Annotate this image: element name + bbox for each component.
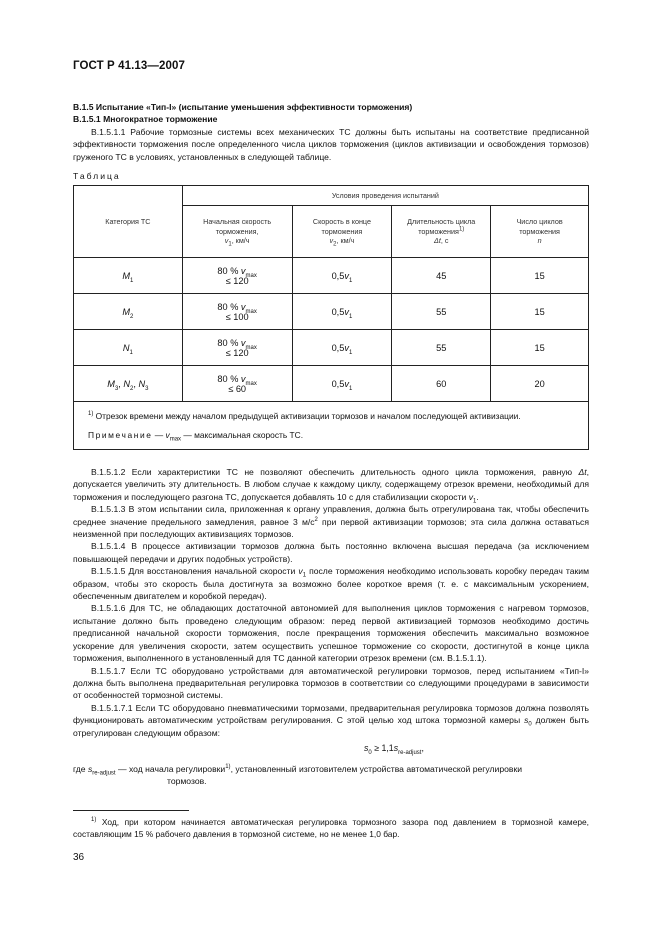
paragraph-1-5-1-6: B.1.5.1.6 Для ТС, не обладающих достаточной автономией для выполнения циклов торможения с нагревом тормозов, испытание должно быть проведено следующим образом: перед первой активизацией тормозов необходимо достичь предписанной начальной скорости торможения, после прекращения торможения обеспечить максимально возможное ускорение для увеличения скорости, затем осуществить успешное торможение со скорости, достигнутой в конце цикла торможения, выполненного в установленный для ТС данной категории отрезок времени (см. B.1.5.1.1). bbox=[73, 603, 589, 664]
where-clause: где $s_{re-adjust}$ — ход начала регулировки$^{1)}$, установленный изготовителем устройства автоматической регулировки тормозов. bbox=[73, 764, 523, 787]
cycles-cell: 20 bbox=[491, 366, 589, 402]
category-cell: $N_1$ bbox=[74, 330, 183, 366]
table-row bbox=[74, 330, 589, 366]
header-v2: Скорость в конце торможения $v_2$, км/ч bbox=[292, 206, 392, 258]
cycles-cell: 15 bbox=[491, 258, 589, 294]
cycles-cell: 15 bbox=[491, 330, 589, 366]
header-category: Категория ТС bbox=[74, 186, 183, 258]
formula: $s_0 \ge 1,1s_{re-adjust}$, bbox=[364, 743, 424, 756]
intro-paragraph: B.1.5.1.1 Рабочие тормозные системы всех механических ТС должны быть испытаны на соответствие предписанной эффективности торможения после определенного числа циклов торможения (циклов активизации и освобождения тормозов) груженого ТС в условиях, установленных в следующей таблице. bbox=[73, 126, 589, 162]
page-footnote: $^{1)}$ Ход, при котором начинается автоматическая регулировка тормозного зазора под давлением в тормозной камере, составляющим 15 % рабочего давления в тормозной системе, но не менее 1,0 бар. bbox=[73, 817, 589, 840]
table-row bbox=[74, 294, 589, 330]
table-label: Таблица bbox=[73, 171, 121, 181]
v2-cell: $0,5v_1$ bbox=[292, 366, 392, 402]
v2-cell: $0,5v_1$ bbox=[292, 294, 392, 330]
v1-cell: 80 % $v_{max}$ ≤ 60 bbox=[182, 366, 292, 402]
table-note: Примечание — $v_{max}$ — максимальная скорость ТС. bbox=[88, 429, 304, 443]
paragraph-1-5-1-3: B.1.5.1.3 В этом испытании сила, приложенная к органу управления, должна быть отрегулирована так, чтобы обеспечить среднее значение предельного замедления, равное 3 $м/с^2$ при первой активизации тормозов; эта сила должна оставаться неизменной при последующих активизациях тормозов. bbox=[73, 504, 589, 540]
duration-cell: 60 bbox=[392, 366, 491, 402]
section-title: B.1.5 Испытание «Тип-I» (испытание уменьшения эффективности торможения) bbox=[73, 102, 413, 112]
v1-cell: 80 % $v_{max}$ ≤ 120 bbox=[182, 330, 292, 366]
v1-cell: 80 % $v_{max}$ ≤ 120 bbox=[182, 258, 292, 294]
v2-cell: $0,5v_1$ bbox=[292, 330, 392, 366]
header-cycles: Число циклов торможения n bbox=[491, 206, 589, 258]
standard-header: ГОСТ Р 41.13—2007 bbox=[73, 60, 185, 72]
table-row bbox=[74, 366, 589, 402]
header-v1: Начальная скорость торможения, $v_1$, км/ч bbox=[182, 206, 292, 258]
section-title-block bbox=[73, 101, 589, 163]
cycles-cell: 15 bbox=[491, 294, 589, 330]
page-number: 36 bbox=[73, 852, 85, 863]
v2-cell: $0,5v_1$ bbox=[292, 258, 392, 294]
duration-cell: 55 bbox=[392, 294, 491, 330]
paragraph-1-5-1-7-1: B.1.5.1.7.1 Если ТС оборудовано пневматическими тормозами, предварительная регулировка тормозов должна позволять функционировать автоматическим устройствам регулирования. С этой целью ход штока тормозной камеры $s_0$ должен быть отрегулирован следующим образом: bbox=[73, 702, 589, 738]
paragraph-1-5-1-5: B.1.5.1.5 Для восстановления начальной скорости $v_1$ после торможения необходимо использовать коробку передач таким образом, чтобы это скорость была достигнута за возможно более короткое время (т. е. с максимальным ускорением, обеспеченным двигателем и коробкой передач). bbox=[73, 566, 589, 602]
paragraph-1-5-1-2: B.1.5.1.2 Если характеристики ТС не позволяют обеспечить длительность одного цикла торможения, равную Δt, допускается увеличить эту длительность. В любом случае к каждому циклу, содержащему отрезок времени, необходимый для торможения и последующего разгона ТС, допускается добавлять 10 с для стабилизации скорости $v_1$. bbox=[73, 467, 589, 505]
section-subtitle: B.1.5.1 Многократное торможение bbox=[73, 114, 218, 125]
duration-cell: 55 bbox=[392, 330, 491, 366]
paragraph-1-5-1-7: B.1.5.1.7 Если ТС оборудовано устройствами для автоматической регулировки тормозов, перед испытанием «Тип-I» должна быть выполнена предварительная регулировка тормозов в соответствии со следующими процедурами в зависимости от особенностей тормозной системы. bbox=[73, 665, 589, 701]
test-conditions-table bbox=[73, 185, 589, 450]
footnote-divider bbox=[73, 810, 189, 811]
paragraph-1-5-1-4: B.1.5.1.4 В процессе активизации тормозов должна быть постоянно включена высшая передача (за исключением повышающей передачи и других подобных устройств). bbox=[73, 541, 589, 564]
category-cell: $M_3$, $N_2$, $N_3$ bbox=[74, 366, 183, 402]
category-cell: $M_2$ bbox=[74, 294, 183, 330]
header-duration: Длительность цикла торможения$^{1)}$ Δt, с bbox=[392, 206, 491, 258]
duration-cell: 45 bbox=[392, 258, 491, 294]
table-row bbox=[74, 258, 589, 294]
table-footnote: $^{1)}$ Отрезок времени между началом предыдущей активизации тормозов и началом последующей активизации. bbox=[88, 411, 521, 421]
body-paragraphs bbox=[73, 466, 589, 739]
header-conditions: Условия проведения испытаний bbox=[182, 186, 588, 206]
v1-cell: 80 % $v_{max}$ ≤ 100 bbox=[182, 294, 292, 330]
table-footnote-cell bbox=[74, 402, 589, 450]
category-cell: $M_1$ bbox=[74, 258, 183, 294]
